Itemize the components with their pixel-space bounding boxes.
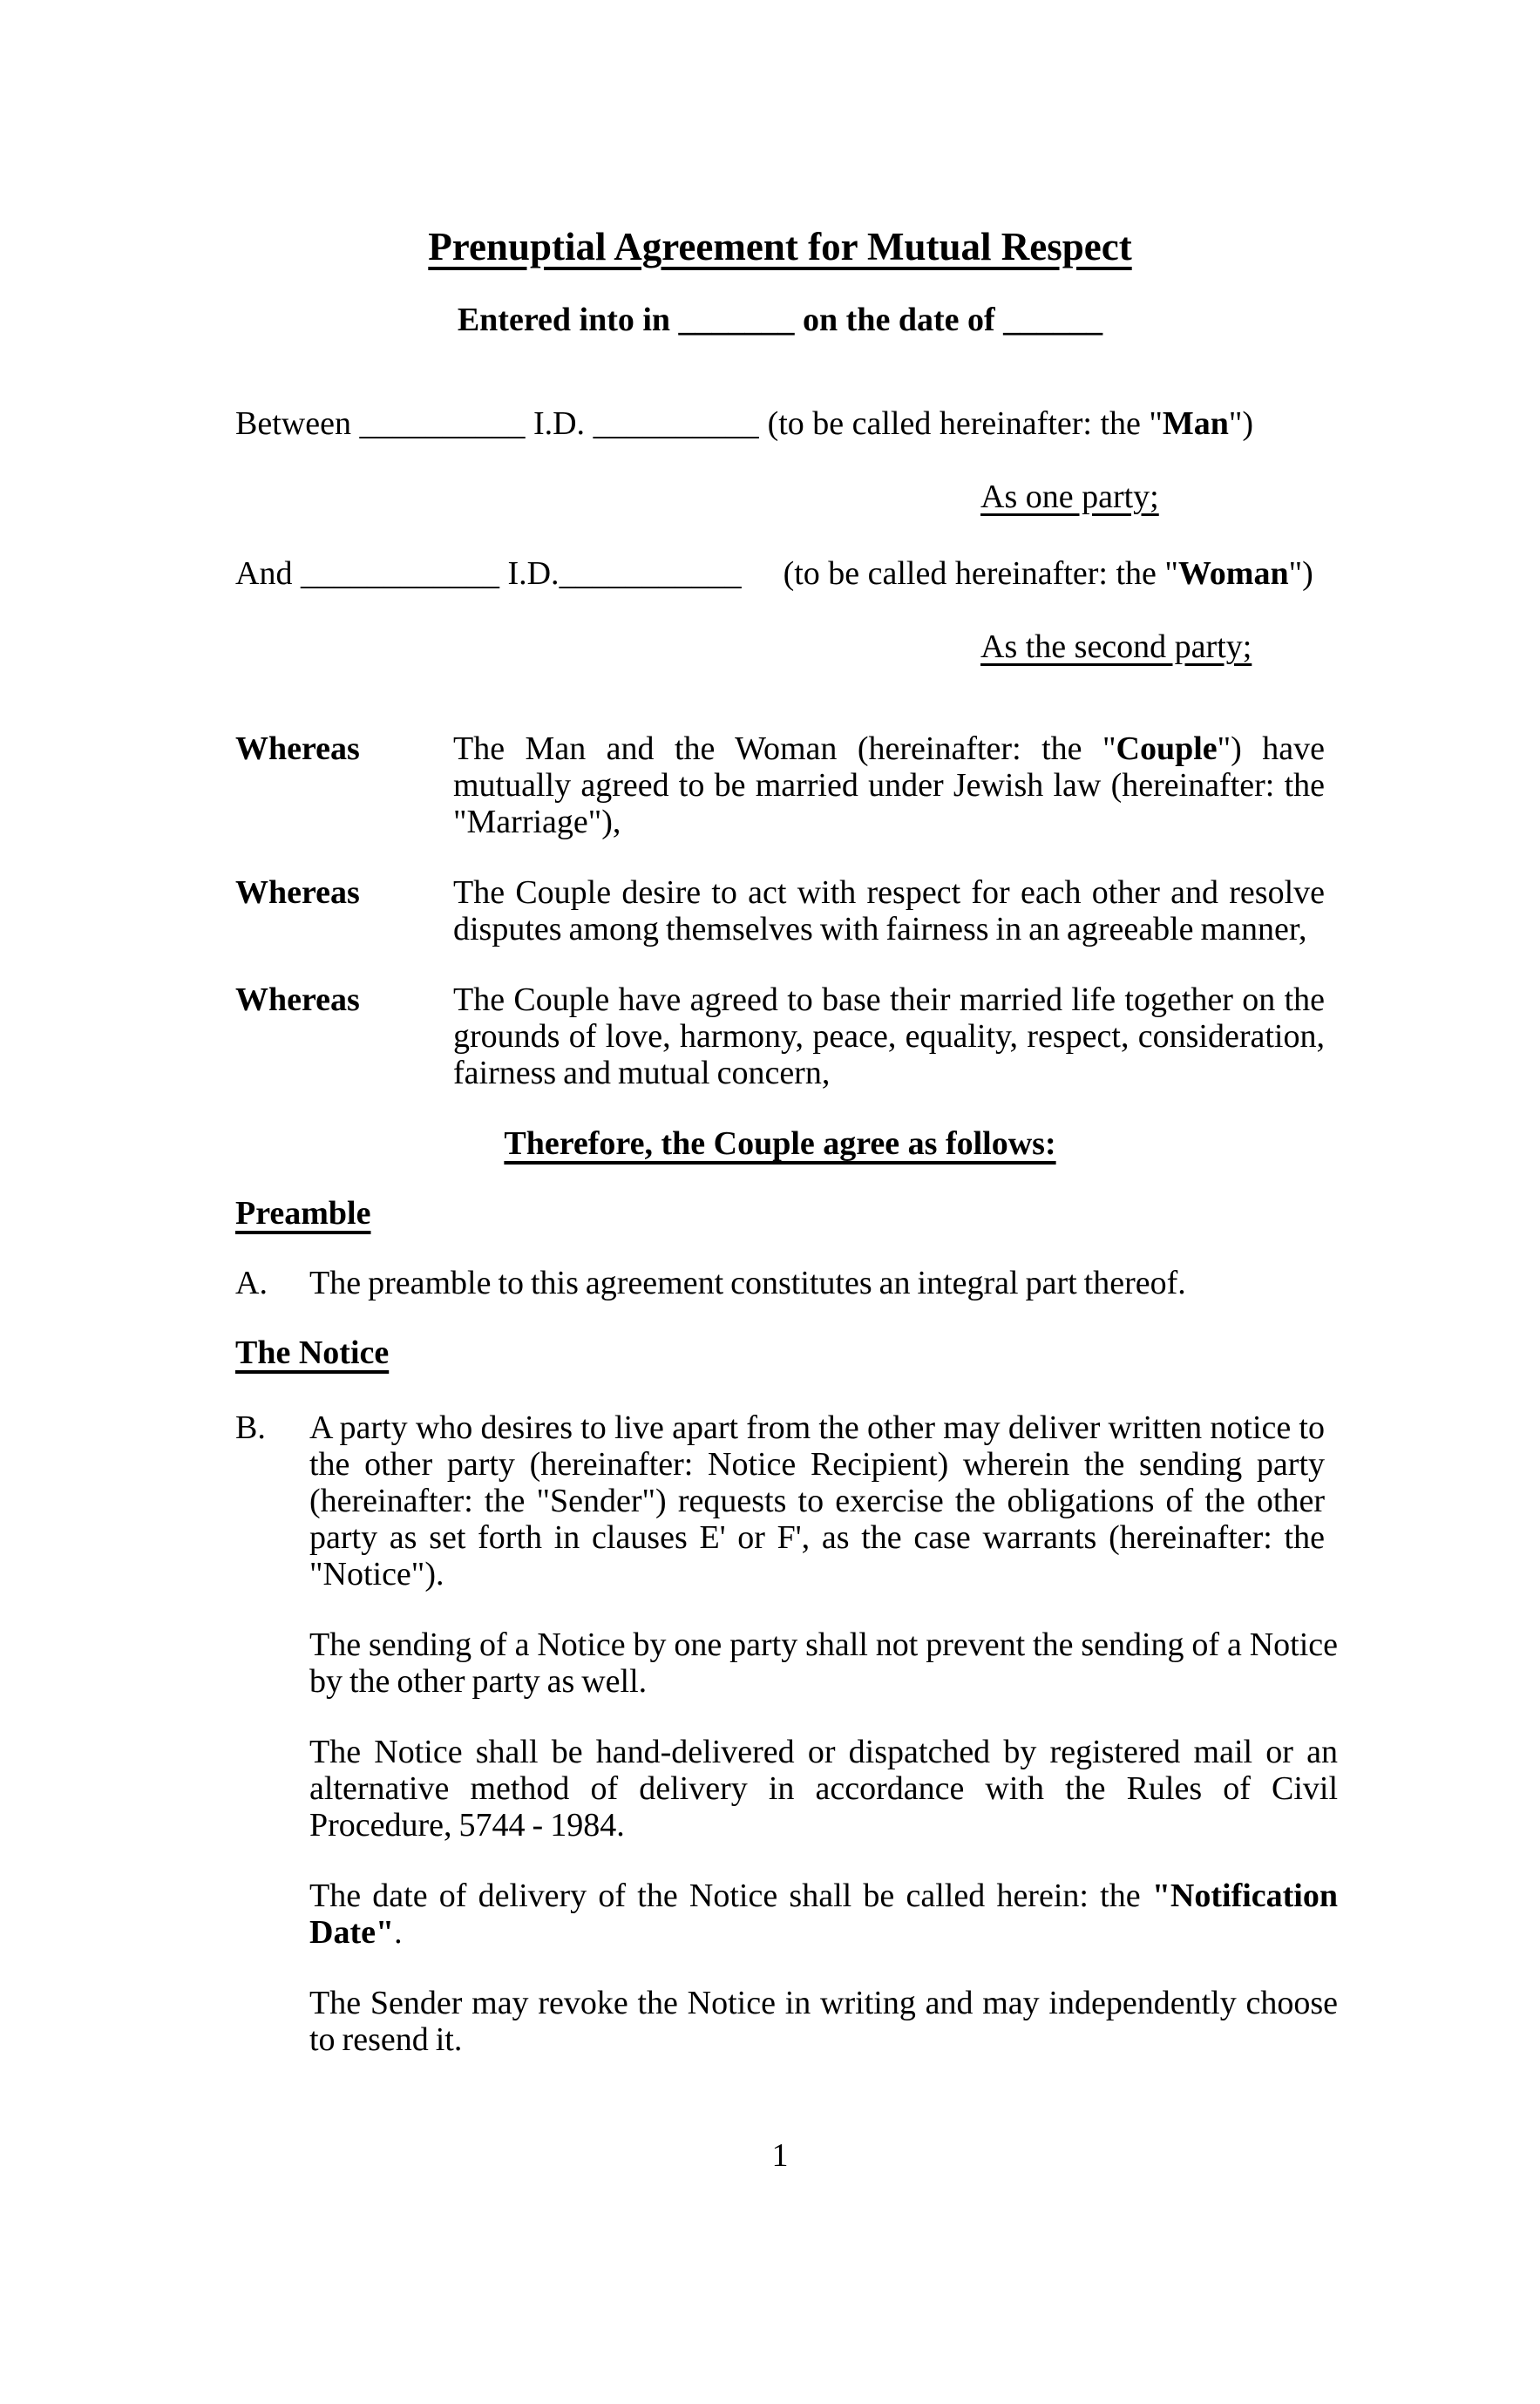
- document-subtitle: [235, 302, 1325, 338]
- whereas-text: The Couple have agreed to base their married life together on the grounds of love, harmony, peace, equality, respect, consideration, fairness and mutual concern,: [453, 981, 1325, 1091]
- man-lead: Between: [235, 405, 360, 442]
- party-note-one-text: As one party;: [980, 479, 1159, 515]
- notice-heading: [235, 1334, 1325, 1371]
- date-blank: ______: [1003, 302, 1103, 338]
- clause-a-text: The preamble to this agreement constitutes an integral part thereof.: [309, 1265, 1186, 1301]
- document-page: [0, 225, 1540, 2404]
- party-note-two-text: As the second party;: [980, 628, 1252, 665]
- subtitle-text-mid: on the date of: [794, 302, 1004, 338]
- party-line-man: [235, 405, 1325, 442]
- woman-lead: And: [235, 555, 301, 592]
- whereas-label: Whereas: [235, 874, 360, 911]
- clause-a-letter: A.: [235, 1265, 268, 1301]
- man-id-label: I.D.: [525, 405, 594, 442]
- therefore-heading: [235, 1125, 1325, 1162]
- notice-date-seg1: The date of delivery of the Notice shall be called herein: the: [309, 1878, 1152, 1914]
- notice-date-seg2: .: [394, 1914, 403, 1951]
- clause-b-text: A party who desires to live apart from the other may deliver written notice to the other party (hereinafter: Notice Recipient) wherein the sending party (hereinafter: the "Sender") requests to exercise the obligations of the other party as set forth in clauses E' or F', as the case warrants (hereinafter: the "Notice").: [309, 1409, 1325, 1592]
- clause-b-letter: B.: [235, 1409, 266, 1446]
- notice-heading-text: The Notice: [235, 1334, 390, 1371]
- woman-name-blank: ____________: [300, 555, 499, 592]
- preamble-heading-text: Preamble: [235, 1195, 371, 1232]
- woman-called-post: "): [1288, 555, 1313, 592]
- notice-paragraph-date: [309, 1878, 1338, 1951]
- place-blank: _______: [678, 302, 795, 338]
- whereas-clause-2: [235, 874, 1325, 947]
- preamble-heading: [235, 1195, 1325, 1232]
- whereas-clause-3: [235, 981, 1325, 1091]
- man-called-pre: (to be called hereinafter: the ": [767, 405, 1163, 442]
- man-name-blank: __________: [359, 405, 526, 442]
- document-title-text: Prenuptial Agreement for Mutual Respect: [428, 225, 1132, 268]
- therefore-heading-text: Therefore, the Couple agree as follows:: [504, 1125, 1056, 1162]
- whereas-1-seg1: The Man and the Woman (hereinafter: the ": [453, 730, 1116, 767]
- clause-a: [235, 1265, 1325, 1301]
- man-called-post: "): [1228, 405, 1254, 442]
- party-line-woman: [235, 555, 1325, 592]
- subtitle-text-pre: Entered into in: [457, 302, 679, 338]
- notice-paragraph-revoke: The Sender may revoke the Notice in writing and may independently choose to resend it.: [309, 1985, 1338, 2058]
- notice-paragraph-sending: The sending of a Notice by one party shall not prevent the sending of a Notice by the other party as well.: [309, 1626, 1338, 1700]
- document-title: [235, 225, 1325, 268]
- woman-id-blank: ___________: [559, 555, 742, 592]
- whereas-clause-1: [235, 730, 1325, 840]
- woman-designation: Woman: [1177, 555, 1289, 592]
- clause-b: [235, 1409, 1325, 1592]
- page-number: 1: [771, 2137, 789, 2174]
- whereas-text: [453, 730, 1325, 840]
- whereas-label: Whereas: [235, 730, 360, 767]
- party-note-one: [980, 479, 1325, 515]
- man-id-blank: __________: [593, 405, 759, 442]
- whereas-text: The Couple desire to act with respect for each other and resolve disputes among themselves with fairness in an agreeable manner,: [453, 874, 1325, 947]
- party-note-two: [980, 628, 1325, 665]
- notification-date-term: "Notification Date": [309, 1878, 1338, 1951]
- whereas-label: Whereas: [235, 981, 360, 1018]
- woman-called-pre: (to be called hereinafter: the ": [783, 555, 1178, 592]
- whereas-1-seg2: ") have mutually agreed to be married under Jewish law (hereinafter: the "Marriage"),: [453, 730, 1325, 840]
- man-designation: Man: [1162, 405, 1229, 442]
- woman-id-label: I.D.: [499, 555, 560, 592]
- whereas-1-bold: Couple: [1116, 730, 1218, 767]
- notice-paragraph-delivery: The Notice shall be hand-delivered or dispatched by registered mail or an alternative method of delivery in accordance with the Rules of Civil Procedure, 5744 - 1984.: [309, 1734, 1338, 1844]
